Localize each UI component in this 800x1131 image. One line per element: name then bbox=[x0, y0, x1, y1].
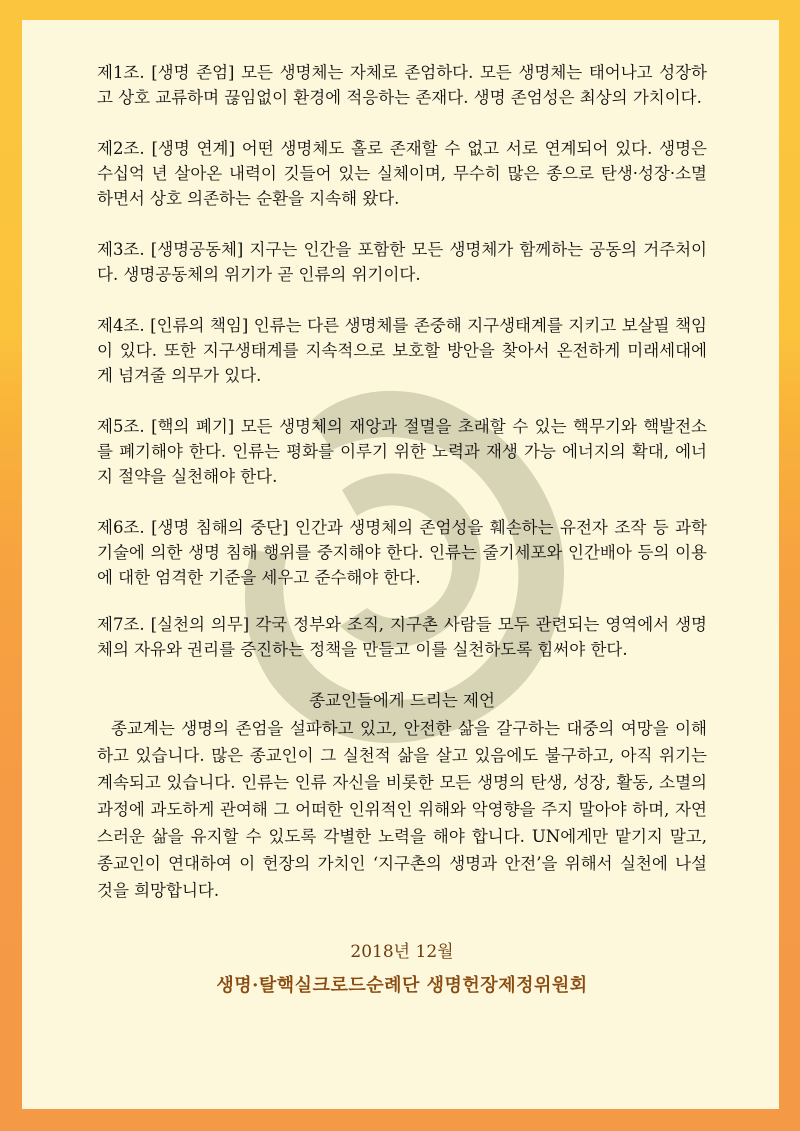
signature-organization: 생명·탈핵실크로드순례단 생명헌장제정위원회 bbox=[216, 975, 588, 996]
proposal-title: 종교인들에게 드리는 제언 bbox=[309, 691, 495, 710]
article-7: 제7조. [실천의 의무] 각국 정부와 조직, 지구촌 사람들 모두 관련되는 영역에서 생명체의 자유와 권리를 증진하는 정책을 만들고 이를 실천하도록 힘써야 한다. bbox=[97, 615, 707, 659]
article-2: 제2조. [생명 연계] 어떤 생명체도 홀로 존재할 수 없고 서로 연계되어 있다. 생명은 수십억 년 살아온 내력이 깃들어 있는 실체이며, 무수히 많은 종으로 탄생·성장·소멸하면서 상호 의존하는 순환을 지속해 왔다. bbox=[97, 139, 707, 208]
article-6: 제6조. [생명 침해의 중단] 인간과 생명체의 존엄성을 훼손하는 유전자 조작 등 과학기술에 의한 생명 침해 행위를 중지해야 한다. 인류는 줄기세포와 인간배아 등의 이용에 대한 엄격한 기준을 세우고 준수해야 한다. bbox=[97, 518, 707, 587]
article-4: 제4조. [인류의 책임] 인류는 다른 생명체를 존중해 지구생태계를 지키고 보살필 책임이 있다. 또한 지구생태계를 지속적으로 보호할 방안을 찾아서 온전하게 미래세대에게 넘겨줄 의무가 있다. bbox=[97, 316, 707, 385]
document-panel bbox=[22, 20, 779, 1109]
charter-content bbox=[97, 60, 707, 998]
article-3: 제3조. [생명공동체] 지구는 인간을 포함한 모든 생명체가 함께하는 공동의 거주처이다. 생명공동체의 위기가 곧 인류의 위기이다. bbox=[97, 240, 707, 284]
article-1: 제1조. [생명 존엄] 모든 생명체는 자체로 존엄하다. 모든 생명체는 태어나고 성장하고 상호 교류하며 끊임없이 환경에 적응하는 존재다. 생명 존엄성은 최상의 가치이다. bbox=[97, 63, 707, 107]
article-5: 제5조. [핵의 폐기] 모든 생명체의 재앙과 절멸을 초래할 수 있는 핵무기와 핵발전소를 폐기해야 한다. 인류는 평화를 이루기 위한 노력과 재생 가능 에너지의 확대, 에너지 절약을 실천해야 한다. bbox=[97, 417, 707, 486]
proposal-body: 종교계는 생명의 존엄을 설파하고 있고, 안전한 삶을 갈구하는 대중의 여망을 이해하고 있습니다. 많은 종교인이 그 실천적 삶을 살고 있음에도 불구하고, 아직 위기는 계속되고 있습니다. 인류는 인류 자신을 비롯한 모든 생명의 탄생, 성장, 활동, 소멸의 과정에 과도하게 관여해 그 어떠한 인위적인 위해와 악영향을 주지 말아야 하며, 자연스러운 삶을 유지할 수 있도록 각별한 노력을 해야 합니다. UN에게만 맡기지 말고, 종교인이 연대하여 이 헌장의 가치인 ‘지구촌의 생명과 안전’을 위해서 실천에 나설 것을 희망합니다. bbox=[97, 719, 707, 900]
signature-date: 2018년 12월 bbox=[350, 942, 454, 962]
